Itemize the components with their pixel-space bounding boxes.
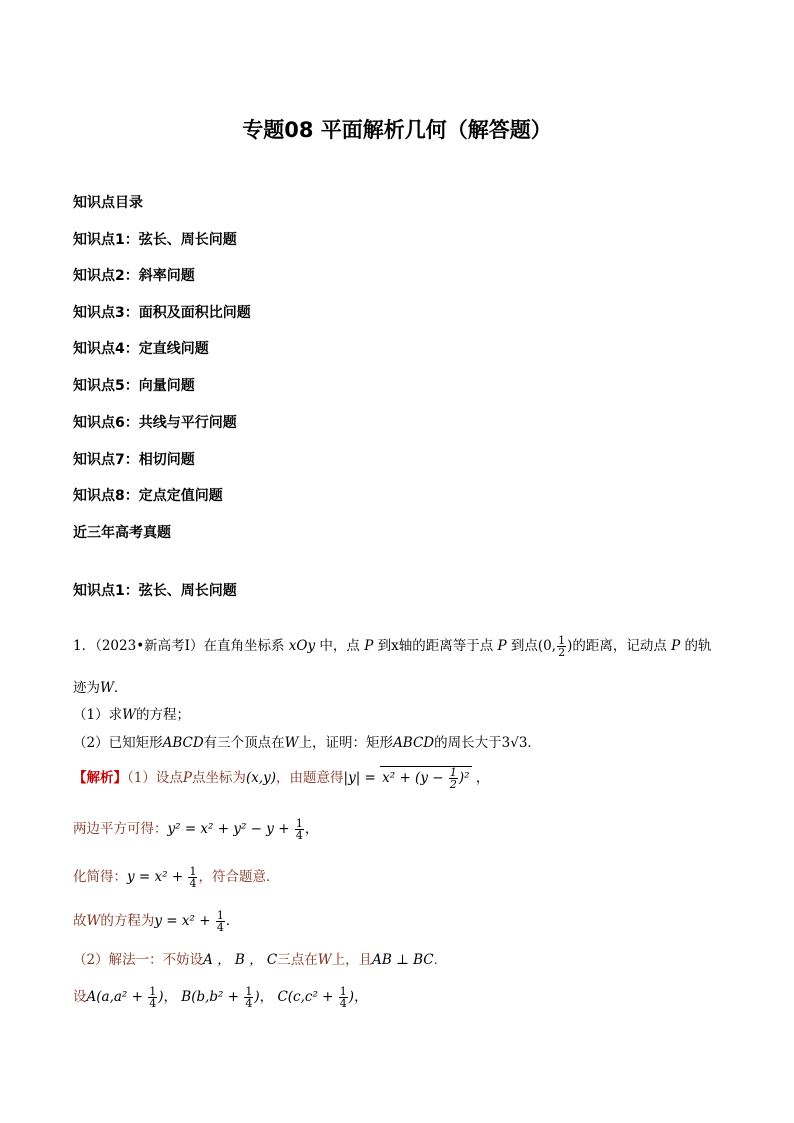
toc-footer[interactable]: 近三年高考真题	[73, 525, 171, 541]
toc-item-2[interactable]: 知识点2：斜率问题	[73, 268, 195, 284]
toc-item-8[interactable]: 知识点8：定点定值问题	[73, 488, 223, 504]
solution-tag: 【解析】	[73, 770, 127, 786]
fraction-half: $\frac{1}{2}$	[558, 634, 566, 659]
solution-line-5: （2）解法一：不妨设A ， B ， C三点在W上，且AB ⊥ BC．	[73, 952, 448, 968]
toc-item-1[interactable]: 知识点1：弦长、周长问题	[73, 232, 237, 248]
solution-line-1: 【解析】（1）设点P点坐标为(x,y)，由题意得|y| = x² + (y − $\frac{1}{2}$ )² ，	[73, 766, 490, 791]
solution-line-4: 故W的方程为y = x² + $\frac{1}{4}$ ．	[73, 909, 240, 934]
toc-item-5[interactable]: 知识点5：向量问题	[73, 378, 195, 394]
solution-line-6: 设A(a,a² + $\frac{1}{4}$ )， B(b,b² + $\frac{1}{4}$ )， C(c,c² + $\frac{1}{4}$ )，	[73, 985, 368, 1010]
problem-line-1: 1．（2023•新高考Ⅰ）在直角坐标系 xOy 中，点 P 到x轴的距离等于点 P 到点(0, $\frac{1}{2}$ )的距离，记动点 P 的轨	[73, 634, 712, 659]
toc-item-3[interactable]: 知识点3：面积及面积比问题	[73, 305, 251, 321]
page-title: 专题08 平面解析几何（解答题）	[242, 118, 552, 142]
toc-item-7[interactable]: 知识点7：相切问题	[73, 452, 195, 468]
section-heading: 知识点1：弦长、周长问题	[73, 583, 237, 599]
solution-line-2: 两边平方可得：y² = x² + y² − y + $\frac{1}{4}$ ，	[73, 817, 319, 842]
problem-part-1: （1）求W的方程；	[73, 707, 190, 723]
toc-item-4[interactable]: 知识点4：定直线问题	[73, 341, 209, 357]
problem-line-2: 迹为W．	[73, 680, 128, 696]
toc-item-6[interactable]: 知识点6：共线与平行问题	[73, 415, 237, 431]
solution-line-3: 化简得：y = x² + $\frac{1}{4}$ ，符合题意．	[73, 865, 280, 890]
problem-part-2: （2）已知矩形ABCD有三个顶点在W上，证明：矩形ABCD的周长大于3√3．	[73, 735, 541, 751]
toc-heading: 知识点目录	[73, 195, 143, 211]
